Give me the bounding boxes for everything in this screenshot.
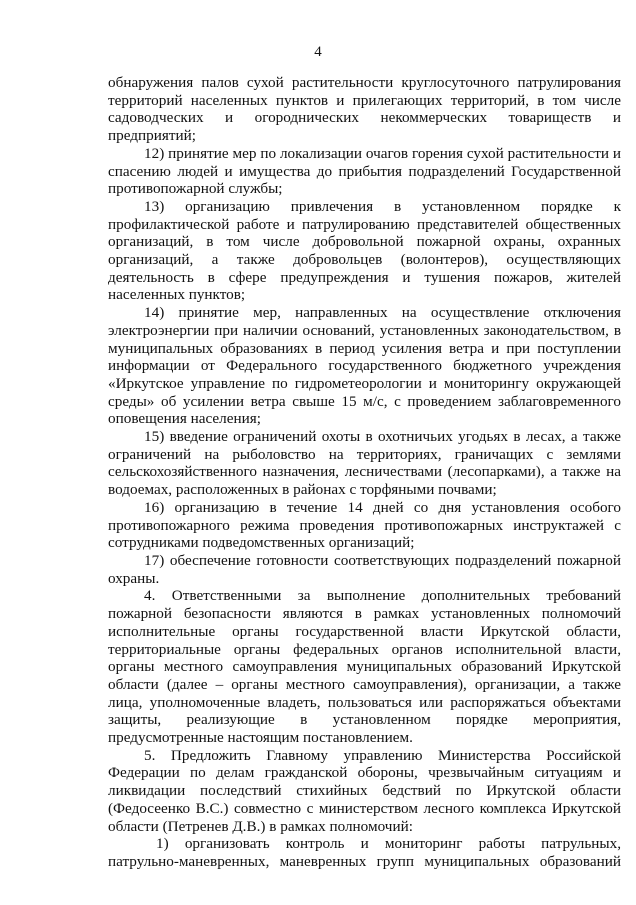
list-item-13: 13) организацию привлечения в установленном порядке к профилактической работе и патрулированию представителей общественных организаций, в том числе добровольной пожарной охраны, охранных организаций, а также добровольцев (волонтеров), осуществляющих деятельность в сфере предупреждения и тушения пожаров, жителей населенных пунктов; bbox=[108, 197, 621, 304]
list-item-14: 14) принятие мер, направленных на осуществление отключения электроэнергии при наличии оснований, установленных законодательством, в муниципальных образованиях в период усиления ветра и при поступлении информации от Федерального государственного бюджетного учреждения «Иркутское управление по гидрометеорологии и мониторингу окружающей среды» об усилении ветра свыше 15 м/с, с проведением заблаговременного оповещения населения; bbox=[108, 304, 621, 428]
list-item-15: 15) введение ограничений охоты в охотничьих угодьях в лесах, а также ограничений на рыболовство на территориях, граничащих с землями сельскохозяйственного назначения, лесничествами (лесопарками), а также на водоемах, расположенных в районах с торфяными почвами; bbox=[108, 428, 621, 499]
section-5-item-1: 1) организовать контроль и мониторинг работы патрульных, патрульно-маневренных, маневренных групп муниципальных образований bbox=[108, 835, 621, 870]
section-5: 5. Предложить Главному управлению Министерства Российской Федерации по делам гражданской обороны, чрезвычайным ситуациям и ликвидации последствий стихийных бедствий по Иркутской области (Федосеенко В.С.) совместно с министерством лесного комплекса Иркутской области (Петренев Д.В.) в рамках полномочий: bbox=[108, 746, 621, 835]
document-body bbox=[108, 74, 621, 871]
paragraph-continuation: обнаружения палов сухой растительности круглосуточного патрулирования территорий населенных пунктов и прилегающих территорий, в том числе садоводческих и огороднических некоммерческих товариществ и предприятий; bbox=[108, 74, 621, 145]
page-number: 4 bbox=[314, 44, 322, 60]
section-4: 4. Ответственными за выполнение дополнительных требований пожарной безопасности являются в рамках установленных полномочий исполнительные органы государственной власти Иркутской области, территориальные органы федеральных органов исполнительной власти, органы местного самоуправления муниципальных образований Иркутской области (далее – органы местного самоуправления), организации, а также лица, уполномоченные владеть, пользоваться или распоряжаться объектами защиты, реализующие в установленном порядке мероприятия, предусмотренные настоящим постановлением. bbox=[108, 587, 621, 747]
list-item-17: 17) обеспечение готовности соответствующих подразделений пожарной охраны. bbox=[108, 551, 621, 587]
list-item-16: 16) организацию в течение 14 дней со дня установления особого противопожарного режима проведения противопожарных инструктажей с сотрудниками подведомственных организаций; bbox=[108, 498, 621, 552]
list-item-12: 12) принятие мер по локализации очагов горения сухой растительности и спасению людей и имущества до прибытия подразделений Государственной противопожарной службы; bbox=[108, 144, 621, 198]
